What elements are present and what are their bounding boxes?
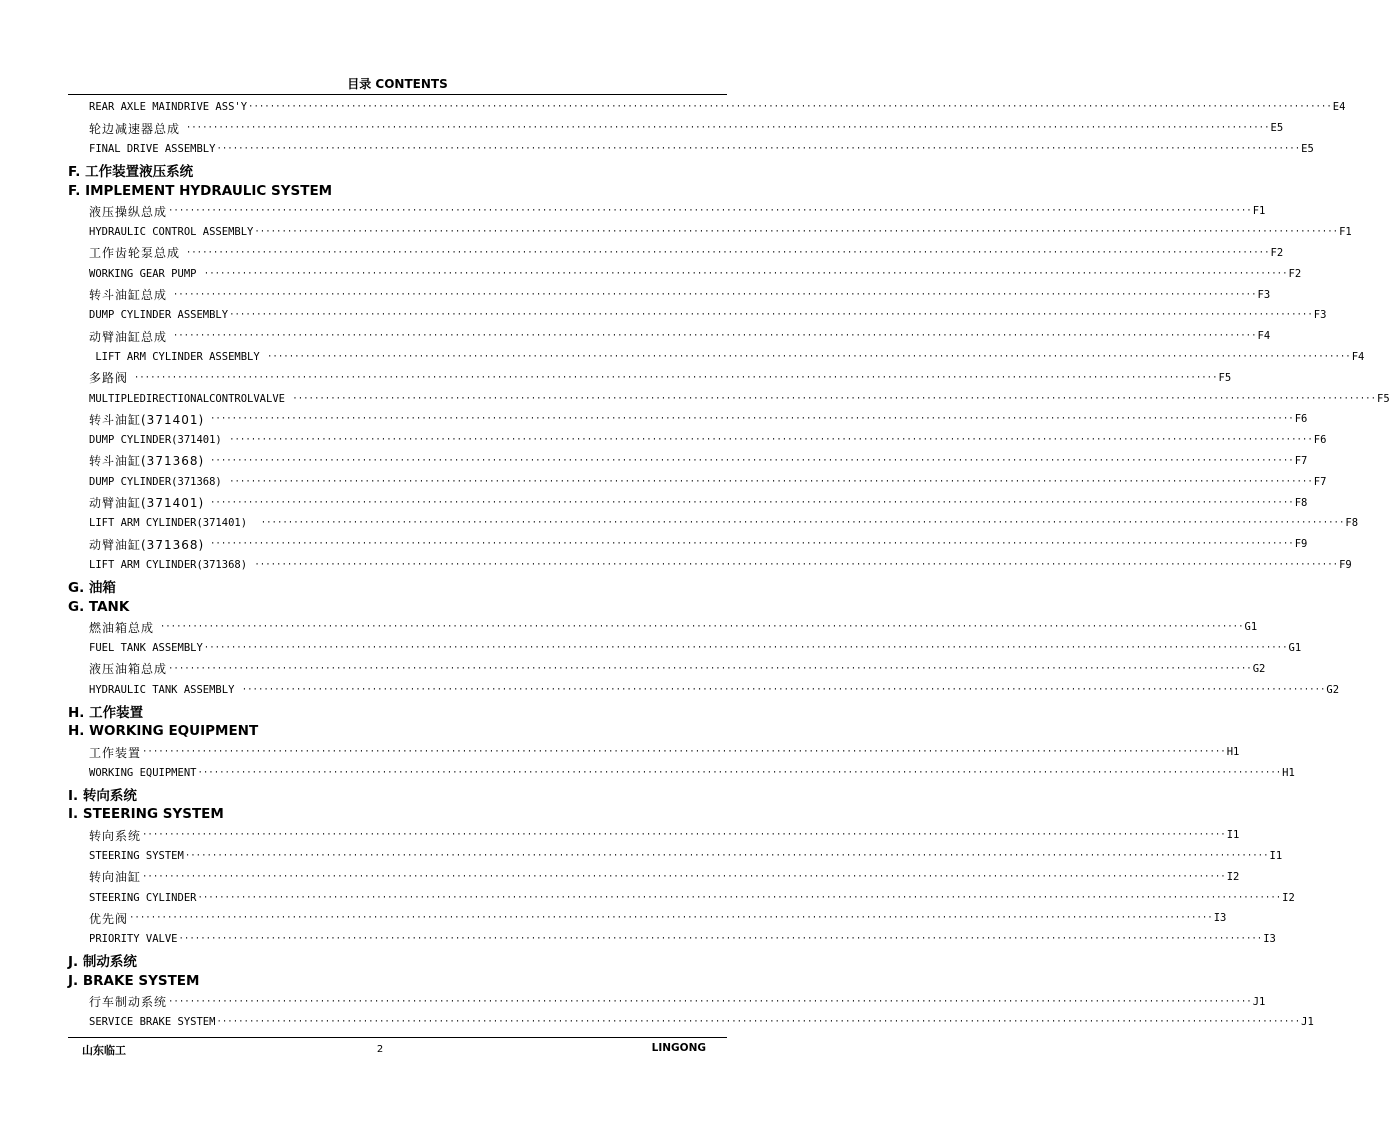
toc-entry-title: DUMP CYLINDER(371368) [89, 475, 229, 488]
page-title: 目录 CONTENTS [347, 77, 448, 91]
toc-entry [0, 846, 1283, 867]
toc-entry-title: FUEL TANK ASSEMBLY [89, 642, 203, 655]
toc-entry-title: 燃油箱总成 [89, 620, 159, 635]
toc-entry-page: F1 [1339, 226, 1352, 239]
toc-entry-page: F3 [1257, 288, 1271, 301]
dot-leader: ········································································································································································································ [142, 871, 1226, 882]
toc-entry-page: F5 [1377, 392, 1390, 405]
dot-leader: ········································································································································································································ [185, 247, 1270, 258]
toc-section-heading: G. 油箱 [68, 579, 116, 596]
dot-leader: ········································································································································································································ [142, 747, 1226, 758]
toc-entry-title: SERVICE BRAKE SYSTEM [89, 1016, 216, 1029]
toc-entry-page: F4 [1257, 330, 1271, 343]
toc-entry-page: F9 [1339, 558, 1352, 571]
toc-entry-page: G1 [1288, 642, 1302, 655]
dot-leader: ········································································································································································································ [184, 851, 1269, 862]
toc-entry [0, 97, 1346, 118]
toc-entry-title: 转斗油缸(371401) [89, 412, 209, 427]
dot-leader: ········································································································································································································ [159, 622, 1244, 633]
toc-entry-title: 动臂油缸(371401) [89, 496, 209, 511]
toc-entry-page: H1 [1226, 746, 1240, 759]
toc-entry [0, 430, 1327, 451]
toc-entry-title: WORKING EQUIPMENT [89, 766, 197, 779]
footer-page-number: 2 [376, 1044, 384, 1055]
toc-entry-page: G2 [1326, 683, 1340, 696]
toc-entry [0, 991, 1266, 1012]
dot-leader: ········································································································································································································ [260, 518, 1345, 529]
toc-entry [0, 659, 1266, 680]
dot-leader: ········································································································································································································ [229, 310, 1313, 321]
toc-entry-title: 动臂油缸总成 [89, 329, 172, 344]
toc-entry-page: G2 [1252, 662, 1266, 675]
toc-entry [0, 513, 1359, 534]
dot-leader: ········································································································································································································ [197, 892, 1282, 903]
toc-entry-title: HYDRAULIC CONTROL ASSEMBLY [89, 226, 254, 239]
toc-entry-page: G1 [1244, 621, 1258, 634]
toc-entry-page: H1 [1282, 766, 1295, 779]
toc-entry-page: I1 [1226, 829, 1240, 842]
dot-leader: ········································································································································································································ [254, 227, 1339, 238]
toc-entry-title: 行车制动系统 [89, 995, 168, 1010]
toc-entry [0, 118, 1284, 139]
toc-entry-title: REAR AXLE MAINDRIVE ASS'Y [89, 101, 248, 114]
toc-entry [0, 201, 1266, 222]
toc-entry-page: I2 [1226, 870, 1240, 883]
toc-section-heading: H. WORKING EQUIPMENT [68, 723, 259, 740]
toc-entry-page: E5 [1301, 142, 1314, 155]
toc-entry [0, 887, 1295, 908]
toc-entry [0, 617, 1258, 638]
toc-entry-title: STEERING CYLINDER [89, 891, 197, 904]
toc-entry [0, 534, 1308, 555]
toc-entry [0, 305, 1327, 326]
toc-entry-page: F1 [1252, 205, 1266, 218]
dot-leader: ········································································································································································································ [133, 372, 1218, 383]
toc-entry [0, 367, 1232, 388]
toc-entry [0, 929, 1276, 950]
toc-entry-title: 工作装置 [89, 745, 142, 760]
toc-entry-page: F8 [1345, 517, 1359, 530]
toc-entry [0, 451, 1308, 472]
toc-entry-title: PRIORITY VALVE [89, 933, 178, 946]
dot-leader: ········································································································································································································ [210, 497, 1294, 508]
toc-entry [0, 825, 1240, 846]
toc-entry [0, 284, 1271, 305]
toc-section-heading: J. BRAKE SYSTEM [68, 972, 200, 989]
toc-entry-page: J1 [1301, 1016, 1314, 1029]
toc-entry-title: 液压操纵总成 [89, 204, 168, 219]
toc-entry-page: F7 [1313, 475, 1327, 488]
dot-leader: ········································································································································································································ [197, 767, 1282, 778]
toc-entry-page: F8 [1294, 496, 1308, 509]
toc-entry-title: 转向油缸 [89, 870, 142, 885]
toc-entry-page: F2 [1270, 246, 1284, 259]
footer-company-name: 山东临工 [82, 1044, 126, 1057]
toc-entry-title: 多路阀 [89, 371, 133, 386]
toc-entry-page: F7 [1294, 454, 1308, 467]
toc-entry-page: F3 [1313, 309, 1327, 322]
toc-entry-page: F6 [1294, 413, 1308, 426]
dot-leader: ········································································································································································································ [210, 414, 1294, 425]
toc-entry [0, 471, 1327, 492]
toc-entry-title: LIFT ARM CYLINDER(371368) [89, 558, 254, 571]
toc-entry [0, 555, 1352, 576]
dot-leader: ········································································································································································································ [203, 268, 1288, 279]
footer-brand: LINGONG [651, 1042, 706, 1054]
toc-entry [0, 679, 1340, 700]
dot-leader: ········································································································································································································ [142, 830, 1226, 841]
dot-leader: ········································································································································································································ [203, 643, 1288, 654]
toc-entry-page: I2 [1282, 891, 1295, 904]
dot-leader: ········································································································································································································ [129, 913, 1213, 924]
toc-entry-title: WORKING GEAR PUMP [89, 267, 203, 280]
dot-leader: ········································································································································································································ [168, 663, 1252, 674]
dot-leader: ········································································································································································································ [216, 1017, 1301, 1028]
toc-entry [0, 326, 1271, 347]
dot-leader: ········································································································································································································ [168, 206, 1252, 217]
dot-leader: ········································································································································································································ [254, 559, 1339, 570]
toc-section-heading: H. 工作装置 [68, 704, 144, 721]
toc-entry-title: 动臂油缸(371368) [89, 537, 209, 552]
toc-entry-title: 液压油箱总成 [89, 662, 168, 677]
toc-entry-title: 转斗油缸(371368) [89, 454, 209, 469]
dot-leader: ········································································································································································································ [248, 102, 1332, 113]
toc-entry [0, 638, 1302, 659]
toc-section-heading: F. 工作装置液压系统 [68, 163, 194, 180]
toc-entry-page: F6 [1313, 434, 1327, 447]
dot-leader: ········································································································································································································ [229, 476, 1313, 487]
dot-leader: ········································································································································································································ [172, 331, 1257, 342]
dot-leader: ········································································································································································································ [185, 123, 1270, 134]
toc-section-heading: F. IMPLEMENT HYDRAULIC SYSTEM [68, 182, 333, 199]
toc-section-heading: I. 转向系统 [68, 787, 137, 804]
dot-leader: ········································································································································································································ [267, 351, 1351, 362]
toc-entry-title: 优先阀 [89, 911, 129, 926]
header-divider [68, 94, 727, 95]
toc-entry [0, 1012, 1314, 1033]
toc-entry [0, 139, 1314, 160]
toc-entry [0, 763, 1295, 784]
toc-entry-page: F2 [1288, 267, 1302, 280]
toc-entry-title: LIFT ARM CYLINDER ASSEMBLY [89, 350, 267, 363]
toc-entry [0, 866, 1240, 887]
table-of-contents [0, 97, 1390, 1033]
toc-entry [0, 243, 1284, 264]
toc-entry [0, 388, 1390, 409]
toc-entry-title: DUMP CYLINDER ASSEMBLY [89, 309, 229, 322]
toc-entry [0, 409, 1308, 430]
toc-entry-page: I3 [1263, 933, 1276, 946]
toc-entry-title: FINAL DRIVE ASSEMBLY [89, 142, 216, 155]
toc-entry-title: STEERING SYSTEM [89, 850, 184, 863]
dot-leader: ········································································································································································································ [229, 435, 1313, 446]
toc-entry-page: I1 [1269, 850, 1283, 863]
toc-entry-title: DUMP CYLINDER(371401) [89, 434, 229, 447]
toc-entry-title: 工作齿轮泵总成 [89, 246, 185, 261]
toc-entry-page: J1 [1252, 995, 1266, 1008]
footer-divider [68, 1037, 727, 1038]
dot-leader: ········································································································································································································ [172, 289, 1257, 300]
dot-leader: ········································································································································································································ [292, 393, 1376, 404]
toc-entry-title: MULTIPLEDIRECTIONALCONTROLVALVE [89, 392, 292, 405]
dot-leader: ········································································································································································································ [241, 684, 1326, 695]
dot-leader: ········································································································································································································ [210, 455, 1294, 466]
toc-entry-page: F9 [1294, 538, 1308, 551]
toc-section-heading: G. TANK [68, 598, 130, 615]
toc-entry-title: 轮边减速器总成 [89, 121, 185, 136]
toc-entry [0, 908, 1227, 929]
toc-entry-title: HYDRAULIC TANK ASSEMBLY [89, 683, 241, 696]
toc-entry [0, 347, 1365, 368]
dot-leader: ········································································································································································································ [178, 934, 1263, 945]
toc-entry [0, 742, 1240, 763]
toc-entry-title: 转向系统 [89, 828, 142, 843]
toc-entry-page: F5 [1218, 371, 1232, 384]
toc-entry-page: F4 [1351, 350, 1365, 363]
toc-entry-page: E4 [1332, 101, 1346, 114]
toc-entry [0, 222, 1352, 243]
toc-entry-page: I3 [1213, 912, 1227, 925]
toc-section-heading: J. 制动系统 [68, 954, 137, 971]
dot-leader: ········································································································································································································ [216, 143, 1301, 154]
toc-entry-title: 转斗油缸总成 [89, 288, 172, 303]
toc-section-heading: I. STEERING SYSTEM [68, 806, 224, 823]
toc-entry [0, 263, 1302, 284]
dot-leader: ········································································································································································································ [210, 539, 1294, 550]
toc-entry [0, 492, 1308, 513]
dot-leader: ········································································································································································································ [168, 996, 1252, 1007]
toc-entry-title: LIFT ARM CYLINDER(371401) [89, 517, 260, 530]
toc-entry-page: E5 [1270, 122, 1284, 135]
